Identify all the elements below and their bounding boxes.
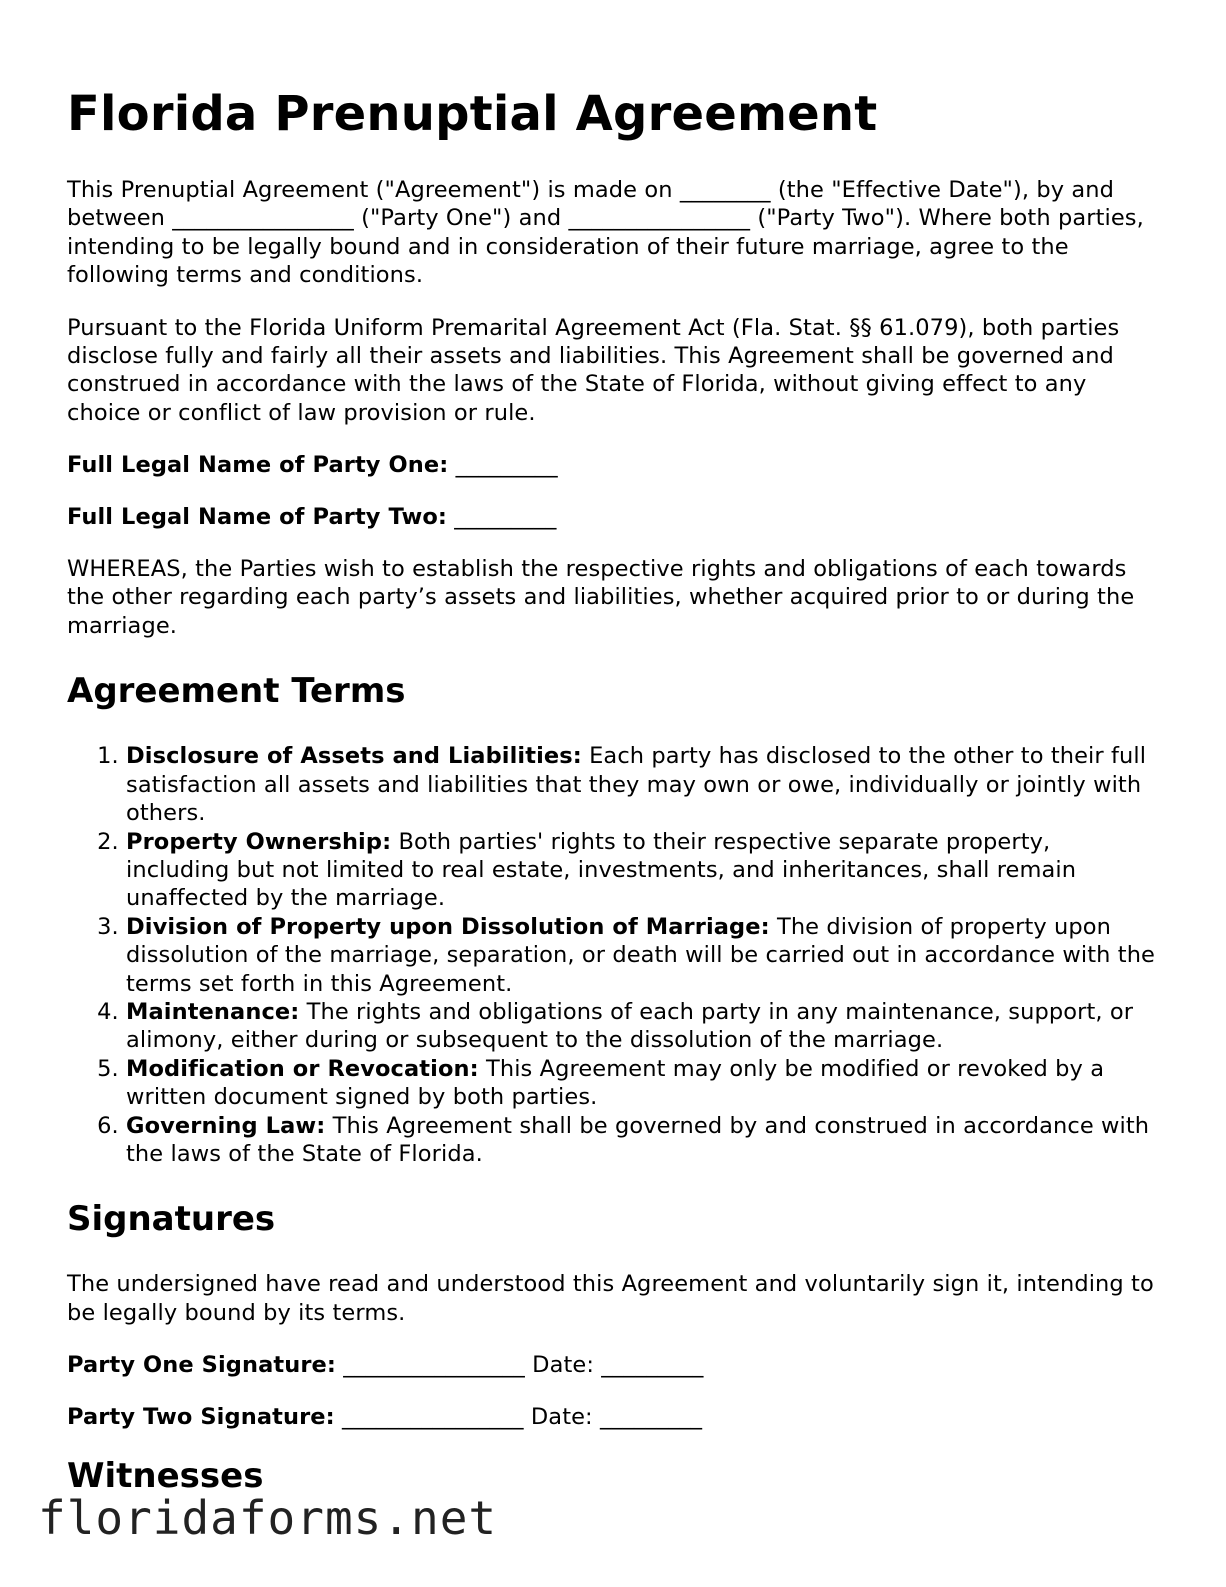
term-item-disclosure [126, 742, 1159, 827]
term-text: Both parties' rights to their respective separate property, including but not limited to real estate, investments, and inheritances, shall remain unaffected by the marriage. [126, 828, 1077, 912]
term-title: Governing Law: [126, 1112, 326, 1139]
party-two-signature-blank[interactable]: ________________ [342, 1404, 524, 1431]
party-one-signature-line [67, 1351, 1159, 1379]
party-two-signature-line [67, 1403, 1159, 1431]
term-item-division-of-property [126, 913, 1159, 998]
term-title: Maintenance: [126, 998, 300, 1025]
signatures-statement: The undersigned have read and understood this Agreement and voluntarily sign it, intending to be legally bound by its terms. [67, 1271, 1154, 1326]
term-item-maintenance [126, 998, 1159, 1055]
intro-paragraph: This Prenuptial Agreement ("Agreement") is made on ________ (the "Effective Date"), by and between ________________ ("Party One") and ________________ ("Party Two"). Where both parties, intending to be legally bound and in consideration of their future marriage, agree to the following terms and conditions. [67, 177, 1144, 289]
party-one-date-blank[interactable]: _________ [601, 1352, 704, 1379]
document-page [67, 80, 1159, 1527]
party-one-signature-label: Party One Signature: [67, 1352, 337, 1379]
term-text: This Agreement may only be modified or revoked by a written document signed by both parties. [126, 1055, 1105, 1111]
party-two-signature-label: Party Two Signature: [67, 1404, 335, 1431]
party-two-name-label: Full Legal Name of Party Two: [67, 504, 448, 531]
statute-paragraph: Pursuant to the Florida Uniform Premarital Agreement Act (Fla. Stat. §§ 61.079), both parties disclose fully and fairly all their assets and liabilities. This Agreement shall be governed and construed in accordance with the laws of the State of Florida, without giving effect to any choice or conflict of law provision or rule. [67, 314, 1120, 426]
watermark-text: floridaforms.net [38, 1491, 498, 1545]
terms-list [67, 742, 1159, 1168]
term-title: Property Ownership: [126, 828, 392, 855]
term-item-property-ownership [126, 828, 1159, 913]
term-text: The rights and obligations of each party in any maintenance, support, or alimony, either during or subsequent to the dissolution of the marriage. [126, 998, 1134, 1054]
party-one-signature-blank[interactable]: ________________ [343, 1352, 525, 1379]
term-text: This Agreement shall be governed by and construed in accordance with the laws of the State of Florida. [126, 1112, 1150, 1167]
term-text: The division of property upon dissolution of the marriage, separation, or death will be carried out in accordance with the terms set forth in this Agreement. [126, 913, 1155, 997]
party-two-date-label: Date: [530, 1404, 593, 1431]
term-title: Division of Property upon Dissolution of Marriage: [126, 913, 770, 940]
party-one-date-label: Date: [532, 1352, 595, 1379]
agreement-terms-heading: Agreement Terms [67, 671, 406, 712]
party-two-name-line [67, 503, 1159, 531]
party-one-name-line [67, 451, 1159, 479]
term-text: Each party has disclosed to the other to their full satisfaction all assets and liabilities that they may own or owe, individually or jointly with others. [126, 743, 1147, 827]
term-title: Disclosure of Assets and Liabilities: [126, 743, 582, 770]
document-title: Florida Prenuptial Agreement [67, 86, 878, 142]
party-one-name-blank[interactable]: _________ [455, 452, 558, 479]
witnesses-heading: Witnesses [67, 1456, 264, 1496]
party-two-date-blank[interactable]: _________ [600, 1404, 703, 1431]
term-item-modification [126, 1055, 1159, 1112]
party-two-name-blank[interactable]: _________ [454, 504, 557, 531]
signatures-heading: Signatures [67, 1199, 276, 1240]
party-one-name-label: Full Legal Name of Party One: [67, 452, 449, 479]
whereas-paragraph: WHEREAS, the Parties wish to establish the respective rights and obligations of each towards the other regarding each party’s assets and liabilities, whether acquired prior to or during the marriage. [67, 556, 1135, 639]
term-item-governing-law [126, 1112, 1159, 1169]
term-title: Modification or Revocation: [126, 1055, 479, 1082]
